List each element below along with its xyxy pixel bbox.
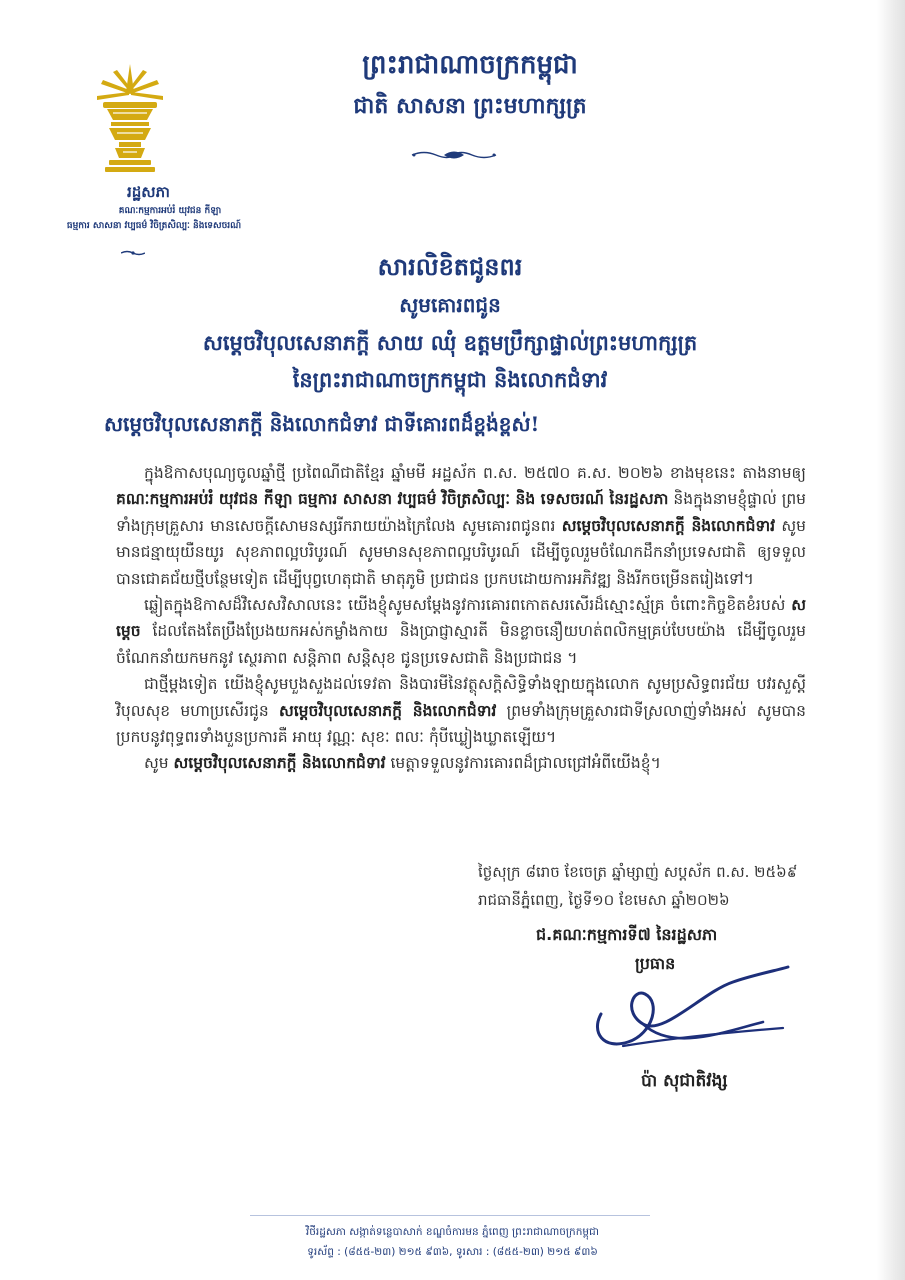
paragraph-text: ជាថ្មីម្តងទៀត យើងខ្ញុំសូមបួងសួងដល់ទេវតា និងបារមីនៃវត្ថុសក្តិសិទ្ធិទាំងឡាយក្នុងលោក សូមប្រសិទ្ធពរជ័យ បវរសួស្តី វិបុលសុខ មហាប្រសើរជូន: [116, 675, 806, 720]
kingdom-title: ព្រះរាជាណាចក្រកម្ពុជា: [362, 50, 578, 80]
footer-divider: [250, 1215, 650, 1216]
letter-title: សារលិខិតជូនពរ: [377, 252, 523, 281]
org-name: រដ្ឋសភា: [127, 183, 170, 201]
addressee-line-3: នៃព្រះរាជាណាចក្រកម្ពុជា និងលោកជំទាវ: [292, 367, 608, 392]
signatory-organization: ជ.គណៈកម្មការទី៧ នៃរដ្ឋសភា: [536, 925, 718, 944]
org-committee-line-1: គណៈកម្មការអប់រំ យុវជន កីឡា: [118, 206, 222, 216]
handwritten-signature: [583, 962, 793, 1057]
signatory-role: ប្រធាន: [635, 954, 676, 973]
org-committee-line-2: ធម្មការ សាសនា វប្បធម៌ វិចិត្រសិល្បៈ និងទេសចរណ៍: [66, 221, 242, 231]
salutation: សម្តេចវិបុលសេនាភក្តី និងលោកជំទាវ ជាទីគោរពដ៏ខ្ពង់ខ្ពស់!: [104, 412, 540, 436]
national-assembly-emblem-icon: [95, 62, 165, 182]
signer-name: ប៉ា សុជាតិវង្ស: [641, 1071, 728, 1091]
paragraph-text: និងក្នុងនាមខ្ញុំផ្ទាល់ ព្រមទាំងក្រុមគ្រួសារ មានសេចក្តីសោមនស្សរីករាយយ៉ាងក្រៃលែង សូមគោរពជូនពរ: [116, 490, 806, 535]
paragraph-1: [116, 460, 806, 592]
divider-ornament-icon: [410, 148, 498, 162]
national-motto: ជាតិ សាសនា ព្រះមហាក្សត្រ: [353, 93, 587, 119]
paragraph-text: សូមមានជន្មាយុយឺនយូរ សុខភាពល្អបរិបូរណ៍ សូមមានសុខភាពល្អបរិបូរណ៍ ដើម្បីចូលរួមចំណែកដឹកនាំប្រទេសជាតិ ឲ្យទទួលបានជោគជ័យថ្មីបន្ថែមទៀត ដើម្បីបុព្វហេតុជាតិ មាតុភូមិ ប្រជាជន ប្រកបដោយការអភិវឌ្ឍ និងរីកចម្រើនតរៀងទៅ។: [116, 516, 806, 588]
paragraph-text: ឆ្លៀតក្នុងឱកាសដ៏វិសេសវិសាលនេះ យើងខ្ញុំសូមសម្តែងនូវការគោរពកោតសរសើរដ៏ស្មោះស្ម័គ្រ ចំពោះកិច្ចខិតខំរបស់: [144, 596, 792, 615]
paragraph-4: [116, 750, 806, 776]
addressee-line-1: សូមគោរពជូន: [399, 293, 501, 317]
paragraph-text: មេត្តាទទួលនូវការគោរពដ៏ជ្រាលជ្រៅអំពីយើងខ្ញុំ។: [385, 754, 661, 773]
paragraph-3: [116, 671, 806, 750]
footer-address: វិថីរដ្ឋសភា សង្កាត់ទន្លេបាសាក់ ខណ្ឌចំការមន ភ្នំពេញ ព្រះរាជាណាចក្រកម្ពុជា: [305, 1226, 600, 1238]
committee-name: គណៈកម្មការអប់រំ យុវជន កីឡា ធម្មការ សាសនា វប្បធម៌ វិចិត្រសិល្បៈ និង ទេសចរណ៍ នៃរដ្ឋសភា: [116, 490, 669, 509]
paragraph-text: សូម: [144, 754, 174, 773]
page-edge-shadow: [877, 0, 905, 1280]
date-solar: រាជធានីភ្នំពេញ, ថ្ងៃទី១០ ខែមេសា ឆ្នាំ២០២៦: [478, 891, 730, 909]
paragraph-text: ក្នុងឱកាសបុណ្យចូលឆ្នាំថ្មី ប្រពៃណីជាតិខ្មែរ ឆ្នាំមមី អដ្ឋស័ក ព.ស. ២៥៧០ គ.ស. ២០២៦ ខាងមុខនេះ តាងនាមឲ្យ: [144, 464, 806, 482]
addressee-line-2: សម្តេចវិបុលសេនាភក្តី សាយ ឈុំ ឧត្តមប្រឹក្សាផ្ទាល់ព្រះមហាក្សត្រ: [202, 330, 698, 355]
honoree-name: សម្តេចវិបុលសេនាភក្តី និងលោកជំទាវ: [561, 516, 776, 535]
honoree-name: សម្តេចវិបុលសេនាភក្តី និងលោកជំទាវ: [278, 701, 497, 720]
paragraph-text: ដែលតែងតែប្រឹងប្រែងយកអស់កម្លាំងកាយ និងប្រាជ្ញាស្មារតី មិនខ្លាចនឿយហត់ពលិកម្មគ្រប់បែបយ៉ាង ដើម្បីចូលរួមចំណែកនាំយកមកនូវ ស្ថេរភាព សន្តិភាព សន្តិសុខ ជូនប្រទេសជាតិ និងប្រជាជន ។: [116, 622, 806, 667]
paragraph-text: ព្រមទាំងក្រុមគ្រួសារជាទីស្រលាញ់ទាំងអស់ សូមបានប្រកបនូវពុទ្ធពរទាំងបួនប្រការគឺ អាយុ វណ្ណៈ សុខៈ ពលៈ កុំបីឃ្លៀងឃ្លាតឡើយ។: [116, 701, 806, 747]
footer-phone: ទូរស័ព្ទ : (៨៥៥-២៣) ២១៥ ៩៣៦, ទូរសារ : (៨៥៥-២៣) ២១៥ ៩៣៦: [307, 1246, 598, 1258]
paragraph-2: [116, 592, 806, 671]
date-lunar: ថ្ងៃសុក្រ ៨រោច ខែចេត្រ ឆ្នាំម្សាញ់ សប្តស័ក ព.ស. ២៥៦៩: [478, 863, 798, 881]
letter-body: [116, 460, 806, 777]
emblem: [88, 62, 288, 182]
honoree-name: សម្តេច: [116, 596, 806, 641]
honoree-name: សម្តេចវិបុលសេនាភក្តី និងលោកជំទាវ: [173, 754, 386, 773]
